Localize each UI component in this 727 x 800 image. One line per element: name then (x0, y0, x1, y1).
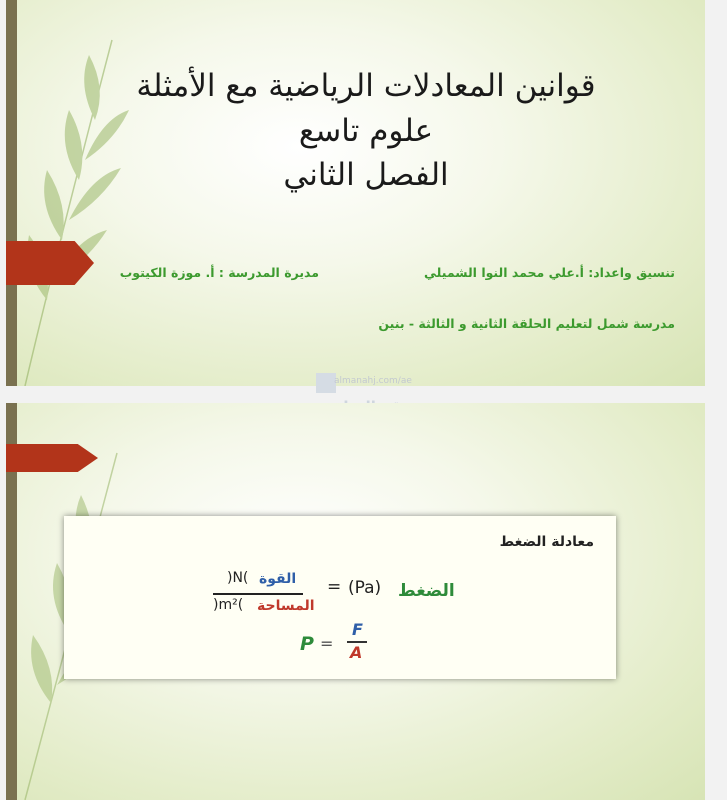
area-word: المساحة (257, 598, 315, 614)
watermark-url: almanahj.com/ae (334, 376, 412, 386)
pressure-equation-card (64, 516, 616, 679)
equals-sign: = (327, 577, 342, 597)
title-slide (6, 0, 705, 386)
pressure-unit: (Pa) (348, 578, 382, 598)
formula-equals: = (320, 634, 334, 653)
area-unit: )m²( (213, 597, 244, 613)
title-line-3: الفصل الثاني (283, 157, 449, 193)
title-line-2: علوم تاسع (298, 113, 434, 149)
principal-text: مديرة المدرسة : أ. موزة الكيتوب (119, 265, 319, 280)
school-name-text: مدرسة شمل لتعليم الحلقة الثانية و الثالثة - بنين (378, 316, 675, 331)
watermark-logo-icon (316, 373, 336, 393)
card-title: معادلة الضغط (499, 534, 594, 550)
fraction-line (213, 593, 303, 595)
force-word: القوة (259, 571, 297, 587)
prepared-by-text: تنسيق واعداد: أ.علي محمد النوا الشميلي (424, 265, 675, 280)
formula-p: P (300, 633, 314, 655)
slide-left-bar (6, 0, 17, 386)
pressure-word: الضغط (398, 581, 455, 601)
formula-f: F (352, 620, 363, 639)
title-line-1: قوانين المعادلات الرياضية مع الأمثلة (136, 68, 596, 104)
force-unit: )N( (227, 570, 249, 586)
formula-a: A (350, 643, 363, 662)
pressure-equation-slide (6, 403, 705, 800)
